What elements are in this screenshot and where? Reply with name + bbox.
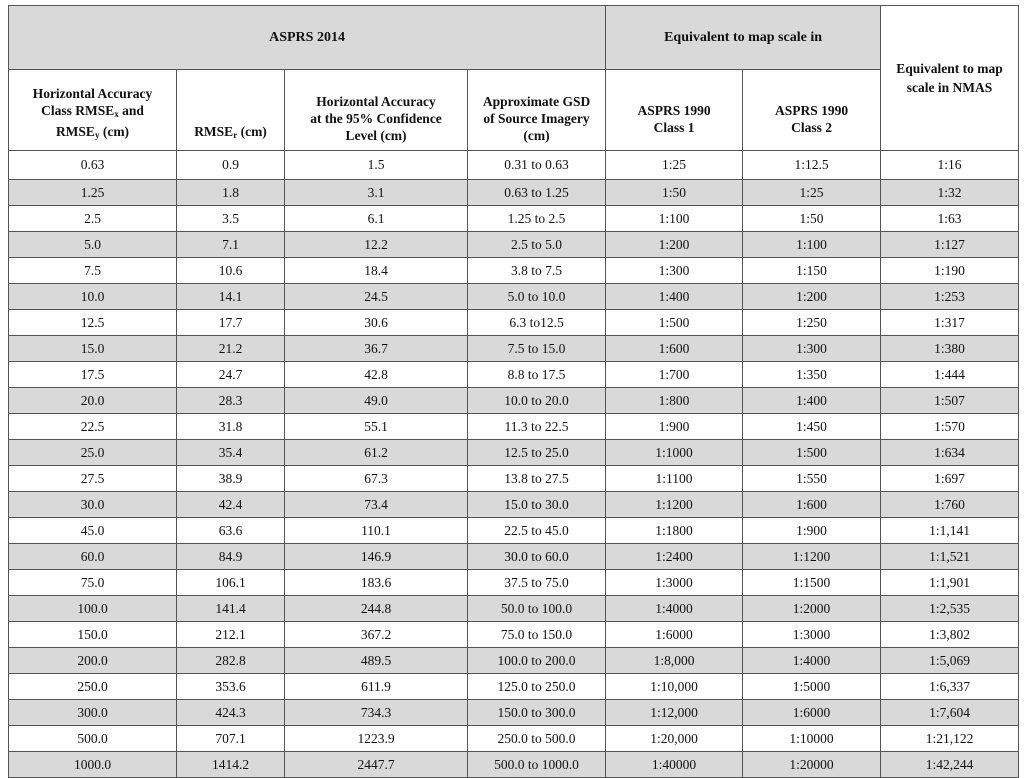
gsd-cell: 0.31 to 0.63 xyxy=(468,151,606,180)
table-row xyxy=(9,414,1019,440)
equivalent-map-scale-header: Equivalent to map scale in xyxy=(606,6,881,70)
class-rmse-cell: 27.5 xyxy=(9,466,177,492)
col4-line2: of Source Imagery xyxy=(483,111,590,126)
table-row xyxy=(9,310,1019,336)
gsd-cell: 6.3 to12.5 xyxy=(468,310,606,336)
class-rmse-cell: 15.0 xyxy=(9,336,177,362)
class2-scale-cell: 1:4000 xyxy=(743,648,881,674)
class-rmse-cell: 2.5 xyxy=(9,206,177,232)
class1-scale-cell: 1:300 xyxy=(606,258,743,284)
gsd-cell: 50.0 to 100.0 xyxy=(468,596,606,622)
col4-line3: (cm) xyxy=(523,128,550,143)
rmse-r-cell: 14.1 xyxy=(177,284,285,310)
class2-scale-cell: 1:1500 xyxy=(743,570,881,596)
nmas-scale-cell: 1:2,535 xyxy=(881,596,1019,622)
class-rmse-cell: 0.63 xyxy=(9,151,177,180)
class2-scale-cell: 1:250 xyxy=(743,310,881,336)
class2-scale-cell: 1:500 xyxy=(743,440,881,466)
nmas-scale-cell: 1:760 xyxy=(881,492,1019,518)
nmas-scale-cell: 1:444 xyxy=(881,362,1019,388)
table-row xyxy=(9,284,1019,310)
col6-line2: Class 2 xyxy=(791,120,832,135)
gsd-cell: 30.0 to 60.0 xyxy=(468,544,606,570)
class-rmse-cell: 20.0 xyxy=(9,388,177,414)
class2-scale-cell: 1:150 xyxy=(743,258,881,284)
gsd-cell: 7.5 to 15.0 xyxy=(468,336,606,362)
class-rmse-cell: 60.0 xyxy=(9,544,177,570)
rmse-r-cell: 3.5 xyxy=(177,206,285,232)
class1-scale-cell: 1:3000 xyxy=(606,570,743,596)
nmas-scale-cell: 1:190 xyxy=(881,258,1019,284)
class2-scale-cell: 1:10000 xyxy=(743,726,881,752)
class1-scale-cell: 1:800 xyxy=(606,388,743,414)
nmas-scale-cell: 1:317 xyxy=(881,310,1019,336)
nmas-scale-cell: 1:634 xyxy=(881,440,1019,466)
class2-scale-cell: 1:25 xyxy=(743,180,881,206)
asprs-2014-header: ASPRS 2014 xyxy=(9,6,606,70)
confidence-cell: 611.9 xyxy=(285,674,468,700)
class2-scale-cell: 1:400 xyxy=(743,388,881,414)
table-row xyxy=(9,362,1019,388)
table-row xyxy=(9,151,1019,180)
nmas-scale-cell: 1:570 xyxy=(881,414,1019,440)
gsd-cell: 0.63 to 1.25 xyxy=(468,180,606,206)
col1-line3a: RMSE xyxy=(55,124,95,139)
confidence-cell: 110.1 xyxy=(285,518,468,544)
rmse-r-cell: 63.6 xyxy=(177,518,285,544)
table-row xyxy=(9,492,1019,518)
class2-scale-cell: 1:5000 xyxy=(743,674,881,700)
class2-scale-cell: 1:3000 xyxy=(743,622,881,648)
table-row xyxy=(9,674,1019,700)
gsd-cell: 5.0 to 10.0 xyxy=(468,284,606,310)
confidence-cell: 67.3 xyxy=(285,466,468,492)
rmse-r-cell: 42.4 xyxy=(177,492,285,518)
class-rmse-cell: 17.5 xyxy=(9,362,177,388)
class1-scale-cell: 1:20,000 xyxy=(606,726,743,752)
table-body xyxy=(9,151,1019,778)
col3-line3: Level (cm) xyxy=(345,128,407,143)
confidence-cell: 489.5 xyxy=(285,648,468,674)
col1-sub-y: y xyxy=(94,130,100,140)
class-rmse-cell: 30.0 xyxy=(9,492,177,518)
rmse-r-cell: 7.1 xyxy=(177,232,285,258)
class1-scale-cell: 1:25 xyxy=(606,151,743,180)
gsd-cell: 2.5 to 5.0 xyxy=(468,232,606,258)
nmas-scale-cell: 1:697 xyxy=(881,466,1019,492)
confidence-cell: 36.7 xyxy=(285,336,468,362)
nmas-scale-cell: 1:6,337 xyxy=(881,674,1019,700)
nmas-scale-cell: 1:7,604 xyxy=(881,700,1019,726)
class2-scale-cell: 1:200 xyxy=(743,284,881,310)
nmas-scale-cell: 1:63 xyxy=(881,206,1019,232)
nmas-scale-cell: 1:42,244 xyxy=(881,752,1019,778)
nmas-scale-cell: 1:5,069 xyxy=(881,648,1019,674)
class2-scale-cell: 1:450 xyxy=(743,414,881,440)
class-rmse-cell: 5.0 xyxy=(9,232,177,258)
confidence-cell: 1.5 xyxy=(285,151,468,180)
class2-scale-cell: 1:2000 xyxy=(743,596,881,622)
col6-line1: ASPRS 1990 xyxy=(774,103,849,118)
table-row xyxy=(9,232,1019,258)
horizontal-accuracy-class-header xyxy=(9,70,177,151)
confidence-cell: 55.1 xyxy=(285,414,468,440)
col2-b: (cm) xyxy=(237,124,267,139)
confidence-cell: 49.0 xyxy=(285,388,468,414)
gsd-cell: 150.0 to 300.0 xyxy=(468,700,606,726)
rmse-r-cell: 353.6 xyxy=(177,674,285,700)
confidence-cell: 367.2 xyxy=(285,622,468,648)
confidence-cell: 2447.7 xyxy=(285,752,468,778)
class-rmse-cell: 500.0 xyxy=(9,726,177,752)
table-row xyxy=(9,752,1019,778)
rmse-r-cell: 17.7 xyxy=(177,310,285,336)
rmse-r-cell: 10.6 xyxy=(177,258,285,284)
class-rmse-cell: 200.0 xyxy=(9,648,177,674)
gsd-cell: 13.8 to 27.5 xyxy=(468,466,606,492)
nmas-header-line2: scale in NMAS xyxy=(906,80,993,95)
class1-scale-cell: 1:900 xyxy=(606,414,743,440)
rmse-r-cell: 31.8 xyxy=(177,414,285,440)
rmse-r-header xyxy=(177,70,285,151)
confidence-cell: 734.3 xyxy=(285,700,468,726)
col3-line2: at the 95% Confidence xyxy=(310,111,442,126)
table-row xyxy=(9,648,1019,674)
rmse-r-cell: 1.8 xyxy=(177,180,285,206)
nmas-scale-cell: 1:253 xyxy=(881,284,1019,310)
gsd-cell: 100.0 to 200.0 xyxy=(468,648,606,674)
class1-scale-cell: 1:1000 xyxy=(606,440,743,466)
table-row xyxy=(9,388,1019,414)
class2-scale-cell: 1:100 xyxy=(743,232,881,258)
class2-scale-cell: 1:350 xyxy=(743,362,881,388)
class-rmse-cell: 1.25 xyxy=(9,180,177,206)
table-row xyxy=(9,440,1019,466)
class1-scale-cell: 1:8,000 xyxy=(606,648,743,674)
confidence-level-header xyxy=(285,70,468,151)
rmse-r-cell: 106.1 xyxy=(177,570,285,596)
gsd-cell: 75.0 to 150.0 xyxy=(468,622,606,648)
class-rmse-cell: 45.0 xyxy=(9,518,177,544)
gsd-cell: 8.8 to 17.5 xyxy=(468,362,606,388)
class-rmse-cell: 1000.0 xyxy=(9,752,177,778)
class-rmse-cell: 75.0 xyxy=(9,570,177,596)
asprs-1990-class1-header xyxy=(606,70,743,151)
class1-scale-cell: 1:600 xyxy=(606,336,743,362)
confidence-cell: 30.6 xyxy=(285,310,468,336)
confidence-cell: 24.5 xyxy=(285,284,468,310)
col4-line1: Approximate GSD xyxy=(482,94,591,109)
gsd-cell: 125.0 to 250.0 xyxy=(468,674,606,700)
class1-scale-cell: 1:4000 xyxy=(606,596,743,622)
table-row xyxy=(9,726,1019,752)
rmse-r-cell: 21.2 xyxy=(177,336,285,362)
nmas-scale-cell: 1:3,802 xyxy=(881,622,1019,648)
rmse-r-cell: 35.4 xyxy=(177,440,285,466)
table-row xyxy=(9,570,1019,596)
col2-sub: r xyxy=(233,130,238,140)
rmse-r-cell: 212.1 xyxy=(177,622,285,648)
gsd-cell: 500.0 to 1000.0 xyxy=(468,752,606,778)
class2-scale-cell: 1:550 xyxy=(743,466,881,492)
nmas-scale-cell: 1:1,141 xyxy=(881,518,1019,544)
confidence-cell: 42.8 xyxy=(285,362,468,388)
class-rmse-cell: 12.5 xyxy=(9,310,177,336)
class1-scale-cell: 1:700 xyxy=(606,362,743,388)
class-rmse-cell: 7.5 xyxy=(9,258,177,284)
class2-scale-cell: 1:900 xyxy=(743,518,881,544)
class2-scale-cell: 1:300 xyxy=(743,336,881,362)
nmas-scale-cell: 1:21,122 xyxy=(881,726,1019,752)
table-row xyxy=(9,466,1019,492)
confidence-cell: 1223.9 xyxy=(285,726,468,752)
nmas-scale-cell: 1:1,521 xyxy=(881,544,1019,570)
confidence-cell: 146.9 xyxy=(285,544,468,570)
col2-a: RMSE xyxy=(194,124,234,139)
col5-line2: Class 1 xyxy=(653,120,695,135)
nmas-scale-cell: 1:1,901 xyxy=(881,570,1019,596)
confidence-cell: 12.2 xyxy=(285,232,468,258)
class1-scale-cell: 1:50 xyxy=(606,180,743,206)
gsd-header xyxy=(468,70,606,151)
table-row xyxy=(9,518,1019,544)
nmas-scale-cell: 1:380 xyxy=(881,336,1019,362)
class1-scale-cell: 1:2400 xyxy=(606,544,743,570)
nmas-header-line1: Equivalent to map xyxy=(896,61,1003,76)
class1-scale-cell: 1:6000 xyxy=(606,622,743,648)
rmse-r-cell: 707.1 xyxy=(177,726,285,752)
asprs-1990-class2-header xyxy=(743,70,881,151)
class-rmse-cell: 100.0 xyxy=(9,596,177,622)
rmse-r-cell: 24.7 xyxy=(177,362,285,388)
class1-scale-cell: 1:10,000 xyxy=(606,674,743,700)
confidence-cell: 244.8 xyxy=(285,596,468,622)
table-row xyxy=(9,700,1019,726)
col5-line1: ASPRS 1990 xyxy=(637,103,711,118)
table-row xyxy=(9,180,1019,206)
class1-scale-cell: 1:40000 xyxy=(606,752,743,778)
col1-line2a: Class RMSE xyxy=(41,103,115,118)
confidence-cell: 61.2 xyxy=(285,440,468,466)
class-rmse-cell: 10.0 xyxy=(9,284,177,310)
nmas-scale-cell: 1:16 xyxy=(881,151,1019,180)
table-row xyxy=(9,622,1019,648)
class2-scale-cell: 1:12.5 xyxy=(743,151,881,180)
class-rmse-cell: 250.0 xyxy=(9,674,177,700)
gsd-cell: 15.0 to 30.0 xyxy=(468,492,606,518)
class2-scale-cell: 1:1200 xyxy=(743,544,881,570)
rmse-r-cell: 84.9 xyxy=(177,544,285,570)
nmas-scale-cell: 1:32 xyxy=(881,180,1019,206)
gsd-cell: 250.0 to 500.0 xyxy=(468,726,606,752)
class1-scale-cell: 1:100 xyxy=(606,206,743,232)
rmse-r-cell: 424.3 xyxy=(177,700,285,726)
rmse-r-cell: 0.9 xyxy=(177,151,285,180)
table-header xyxy=(9,6,1019,151)
gsd-cell: 3.8 to 7.5 xyxy=(468,258,606,284)
nmas-scale-cell: 1:127 xyxy=(881,232,1019,258)
rmse-r-cell: 38.9 xyxy=(177,466,285,492)
gsd-cell: 37.5 to 75.0 xyxy=(468,570,606,596)
class1-scale-cell: 1:500 xyxy=(606,310,743,336)
class1-scale-cell: 1:1800 xyxy=(606,518,743,544)
class1-scale-cell: 1:12,000 xyxy=(606,700,743,726)
class-rmse-cell: 150.0 xyxy=(9,622,177,648)
accuracy-table xyxy=(8,5,1019,778)
class-rmse-cell: 25.0 xyxy=(9,440,177,466)
gsd-cell: 11.3 to 22.5 xyxy=(468,414,606,440)
class1-scale-cell: 1:400 xyxy=(606,284,743,310)
gsd-cell: 1.25 to 2.5 xyxy=(468,206,606,232)
gsd-cell: 10.0 to 20.0 xyxy=(468,388,606,414)
class2-scale-cell: 1:600 xyxy=(743,492,881,518)
rmse-r-cell: 28.3 xyxy=(177,388,285,414)
col1-line1: Horizontal Accuracy xyxy=(32,86,153,101)
table-row xyxy=(9,596,1019,622)
class2-scale-cell: 1:50 xyxy=(743,206,881,232)
nmas-scale-cell: 1:507 xyxy=(881,388,1019,414)
nmas-column-header xyxy=(881,6,1019,151)
class1-scale-cell: 1:200 xyxy=(606,232,743,258)
confidence-cell: 18.4 xyxy=(285,258,468,284)
col1-sub-x: x xyxy=(114,109,119,119)
gsd-cell: 12.5 to 25.0 xyxy=(468,440,606,466)
confidence-cell: 3.1 xyxy=(285,180,468,206)
confidence-cell: 6.1 xyxy=(285,206,468,232)
table-row xyxy=(9,336,1019,362)
rmse-r-cell: 141.4 xyxy=(177,596,285,622)
col1-line2b: and xyxy=(118,103,144,118)
table-row xyxy=(9,544,1019,570)
class2-scale-cell: 1:6000 xyxy=(743,700,881,726)
class-rmse-cell: 22.5 xyxy=(9,414,177,440)
table-row xyxy=(9,206,1019,232)
rmse-r-cell: 282.8 xyxy=(177,648,285,674)
col3-line1: Horizontal Accuracy xyxy=(316,94,436,109)
class1-scale-cell: 1:1100 xyxy=(606,466,743,492)
rmse-r-cell: 1414.2 xyxy=(177,752,285,778)
confidence-cell: 183.6 xyxy=(285,570,468,596)
confidence-cell: 73.4 xyxy=(285,492,468,518)
table-row xyxy=(9,258,1019,284)
col1-line3b: (cm) xyxy=(99,124,130,139)
gsd-cell: 22.5 to 45.0 xyxy=(468,518,606,544)
class1-scale-cell: 1:1200 xyxy=(606,492,743,518)
class-rmse-cell: 300.0 xyxy=(9,700,177,726)
class2-scale-cell: 1:20000 xyxy=(743,752,881,778)
